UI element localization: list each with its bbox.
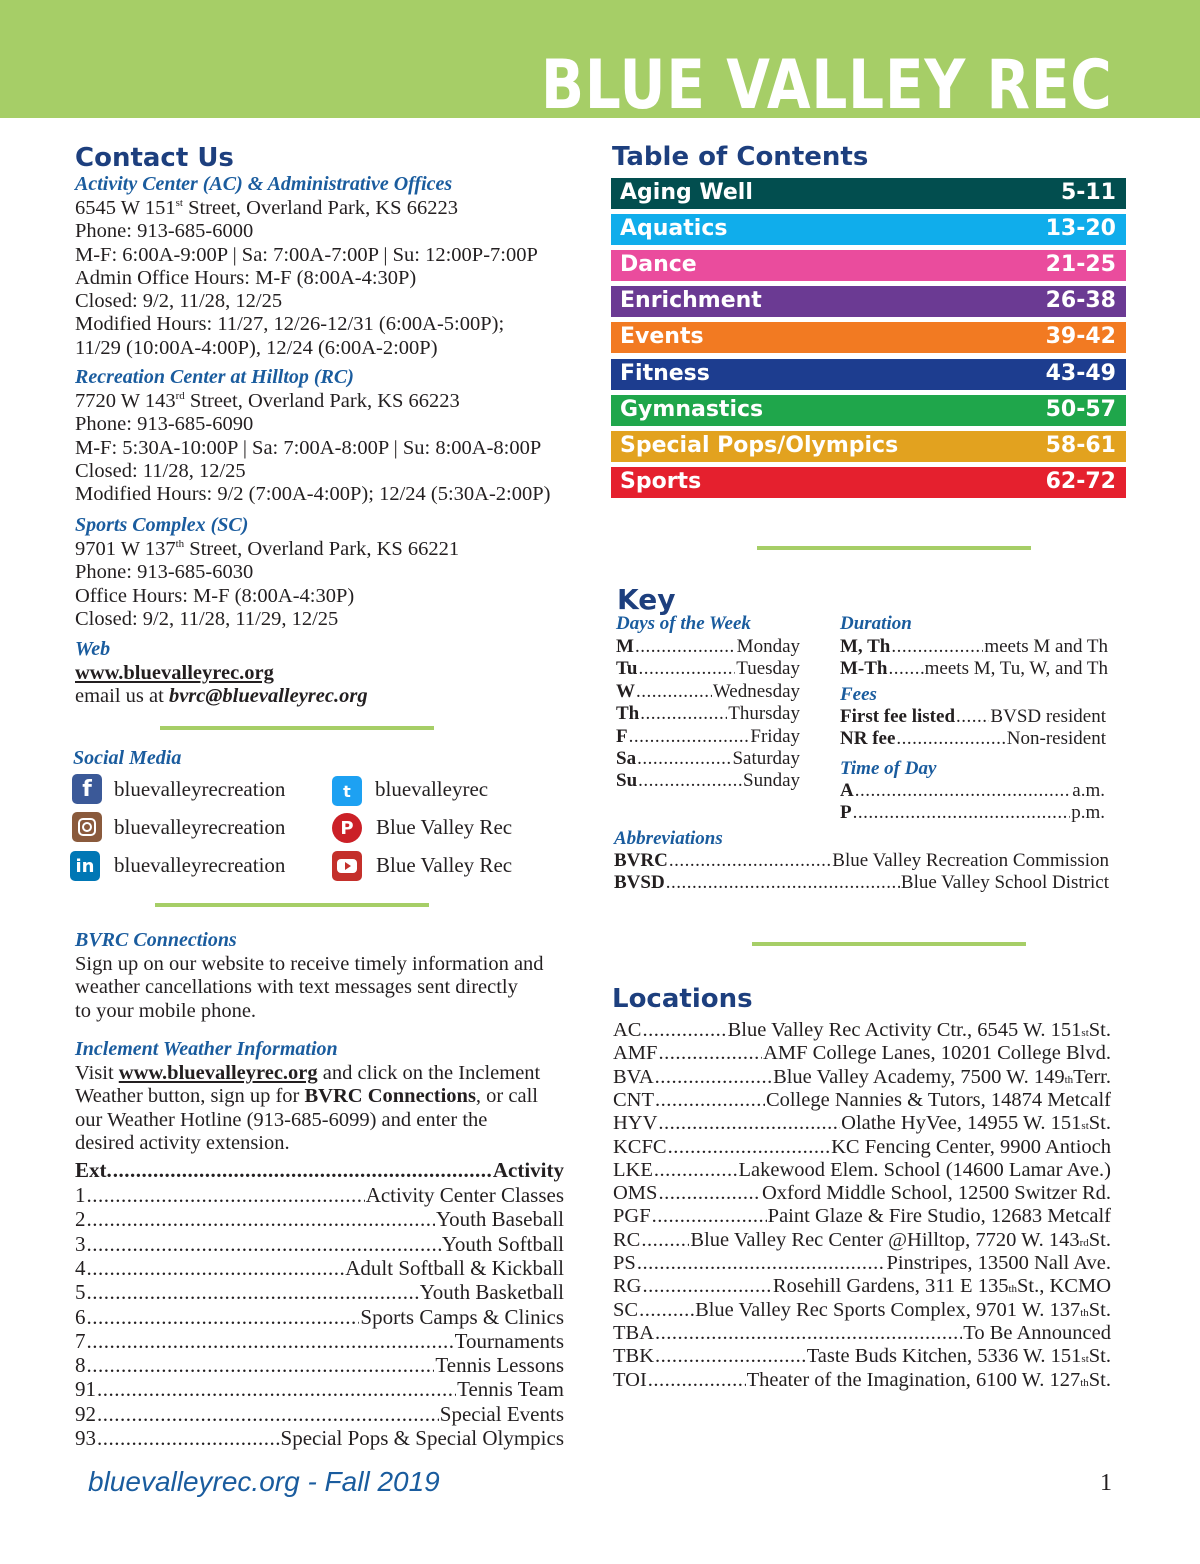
pinterest-label: Blue Valley Rec	[376, 815, 513, 839]
abbreviation-row: BVRC ..... Blue Valley Recreation Commission	[614, 850, 1109, 872]
extension-row: 2 ..... Youth Baseball	[75, 1207, 564, 1231]
weather-line-4: desired activity extension.	[75, 1131, 290, 1154]
location-row: TBA ..... To Be Announced	[613, 1322, 1111, 1345]
rc-block	[75, 390, 550, 506]
rc-address: 7720 W 143rd Street, Overland Park, KS 66223	[75, 390, 460, 412]
sc-office-hours: Office Hours: M-F (8:00A-4:30P)	[75, 584, 355, 607]
location-row: TBK ..... Taste Buds Kitchen, 5336 W. 151 st St.	[613, 1345, 1111, 1368]
instagram-label: bluevalleyrecreation	[114, 815, 286, 839]
toc-item-label: Special Pops/Olympics	[620, 432, 899, 458]
rc-phone: Phone: 913-685-6090	[75, 413, 254, 436]
divider	[160, 726, 434, 730]
connections-heading: BVRC Connections	[75, 929, 237, 951]
toc-item-pages: 26-38	[1045, 288, 1116, 314]
toc-item[interactable]	[611, 359, 1126, 390]
day-row: Tu ..... Tuesday	[616, 658, 800, 680]
rc-modified: Modified Hours: 9/2 (7:00A-4:00P); 12/24 (5:30A-2:00P)	[75, 483, 551, 506]
sc-heading: Sports Complex (SC)	[75, 514, 249, 536]
divider	[155, 903, 429, 907]
extension-row: 93 ..... Special Pops & Special Olympics	[75, 1426, 564, 1450]
footer-url: bluevalleyrec.org - Fall 2019	[88, 1466, 440, 1497]
day-row: F ..... Friday	[616, 726, 800, 748]
extension-row: 4 ..... Adult Softball & Kickball	[75, 1256, 564, 1280]
toc-item[interactable]	[611, 214, 1126, 245]
extension-row: 8 ..... Tennis Lessons	[75, 1353, 564, 1377]
weather-heading: Inclement Weather Information	[75, 1038, 338, 1060]
sc-phone: Phone: 913-685-6030	[75, 561, 254, 584]
toc-item-label: Fitness	[620, 360, 710, 386]
toc-item-pages: 50-57	[1045, 396, 1116, 422]
toc-item-pages: 13-20	[1045, 216, 1116, 242]
brand-title: BLUE VALLEY REC	[540, 46, 1112, 125]
day-row: Th ..... Thursday	[616, 703, 800, 725]
day-row: Su ..... Sunday	[616, 770, 800, 792]
connections-text	[75, 953, 544, 1023]
extension-header: Ext. ..... Activity	[75, 1158, 564, 1182]
twitter-label: bluevalleyrec	[375, 777, 489, 801]
youtube-icon[interactable]	[332, 851, 362, 881]
facebook-label: bluevalleyrecreation	[114, 777, 286, 801]
connections-line: to your mobile phone.	[75, 999, 257, 1022]
pinterest-icon[interactable]: P	[332, 813, 362, 843]
weather-line-2: Weather button, sign up for BVRC Connections, or call	[75, 1085, 538, 1108]
duration-row: M, Th ..... meets M and Th	[840, 636, 1108, 658]
extension-row: 92 ..... Special Events	[75, 1402, 564, 1426]
toc-item[interactable]	[611, 178, 1126, 209]
divider	[752, 942, 1026, 946]
instagram-icon[interactable]	[72, 812, 102, 842]
extension-row: 6 ..... Sports Camps & Clinics	[75, 1305, 564, 1329]
toc-item[interactable]	[611, 431, 1126, 462]
location-row: BVA ..... Blue Valley Academy, 7500 W. 149 th Terr.	[613, 1066, 1111, 1089]
ac-admin-hours: Admin Office Hours: M-F (8:00A-4:30P)	[75, 266, 417, 289]
time-row: A ..... a.m.	[840, 780, 1105, 802]
fee-row: NR fee ..... Non-resident	[840, 728, 1106, 750]
location-row: RC ..... Blue Valley Rec Center @Hilltop, 7720 W. 143 rd St.	[613, 1229, 1111, 1252]
toc-item-label: Dance	[620, 252, 697, 278]
ac-modified-1: Modified Hours: 11/27, 12/26-12/31 (6:00A-5:00P);	[75, 313, 505, 336]
fee-row: First fee listed ..... BVSD resident	[840, 706, 1106, 728]
extension-row: 5 ..... Youth Basketball	[75, 1280, 564, 1304]
connections-line: weather cancellations with text messages sent directly	[75, 976, 518, 999]
weather-text	[75, 1062, 540, 1155]
toc-item-label: Enrichment	[620, 288, 762, 314]
social-heading: Social Media	[73, 747, 182, 769]
email-line: email us at bvrc@bluevalleyrec.org	[75, 685, 368, 707]
ac-heading: Activity Center (AC) & Administrative Offices	[75, 173, 453, 195]
toc-item-label: Aging Well	[620, 180, 753, 205]
location-row: AC ..... Blue Valley Rec Activity Ctr., 6545 W. 151 st St.	[613, 1019, 1111, 1042]
toc-item-pages: 5-11	[1060, 180, 1116, 205]
location-row: HYV ..... Olathe HyVee, 14955 W. 151 st St.	[613, 1112, 1111, 1135]
toc-item-pages: 58-61	[1045, 432, 1116, 458]
day-row: W ..... Wednesday	[616, 681, 800, 703]
ac-phone: Phone: 913-685-6000	[75, 220, 254, 243]
toc-item-pages: 62-72	[1045, 468, 1116, 494]
ac-block	[75, 197, 538, 360]
weather-web-link[interactable]: www.bluevalleyrec.org	[118, 1062, 318, 1084]
email-link[interactable]: bvrc@bluevalleyrec.org	[168, 685, 368, 707]
location-row: OMS ..... Oxford Middle School, 12500 Switzer Rd.	[613, 1182, 1111, 1205]
linkedin-icon[interactable]: in	[70, 851, 100, 881]
location-row: PS ..... Pinstripes, 13500 Nall Ave.	[613, 1252, 1111, 1275]
extension-row: 1 ..... Activity Center Classes	[75, 1183, 564, 1207]
connections-line: Sign up on our website to receive timely information and	[75, 953, 544, 975]
toc-item[interactable]	[611, 286, 1126, 317]
youtube-label: Blue Valley Rec	[376, 853, 513, 877]
locations-title: Locations	[612, 984, 753, 1014]
abbreviation-row: BVSD ..... Blue Valley School District	[614, 872, 1109, 894]
toc-item-pages: 39-42	[1045, 324, 1116, 350]
duration-heading: Duration	[840, 613, 912, 634]
rc-hours: M-F: 5:30A-10:00P | Sa: 7:00A-8:00P | Su: 8:00A-8:00P	[75, 436, 542, 459]
weather-line-3: our Weather Hotline (913-685-6099) and enter the	[75, 1108, 488, 1131]
rc-closed: Closed: 11/28, 12/25	[75, 459, 246, 482]
location-row: KCFC ..... KC Fencing Center, 9900 Antioch	[613, 1136, 1111, 1159]
weather-line-1: Visit www.bluevalleyrec.org and click on the Inclement	[75, 1062, 541, 1084]
days-heading: Days of the Week	[616, 613, 751, 634]
linkedin-label: bluevalleyrecreation	[114, 853, 286, 877]
facebook-icon[interactable]: f	[72, 774, 102, 804]
location-row: LKE ..... Lakewood Elem. School (14600 Lamar Ave.)	[613, 1159, 1111, 1182]
location-row: CNT ..... College Nannies & Tutors, 14874 Metcalf	[613, 1089, 1111, 1112]
page-number: 1	[1100, 1470, 1112, 1496]
day-row: Sa ..... Saturday	[616, 748, 800, 770]
toc-item-label: Gymnastics	[620, 396, 764, 422]
location-row: PGF ..... Paint Glaze & Fire Studio, 12683 Metcalf	[613, 1205, 1111, 1228]
ac-closed: Closed: 9/2, 11/28, 12/25	[75, 290, 283, 313]
key-title: Key	[617, 583, 676, 616]
location-row: SC ..... Blue Valley Rec Sports Complex, 9701 W. 137 th St.	[613, 1299, 1111, 1322]
toc-item-label: Aquatics	[620, 216, 728, 242]
toc-item-pages: 21-25	[1045, 252, 1116, 278]
sc-closed: Closed: 9/2, 11/28, 11/29, 12/25	[75, 607, 339, 630]
time-row: P ..... p.m.	[840, 802, 1105, 824]
toc-item[interactable]	[611, 395, 1126, 426]
toc-item-label: Events	[620, 324, 704, 350]
ac-modified-2: 11/29 (10:00A-4:00P), 12/24 (6:00A-2:00P)	[75, 336, 438, 359]
toc-item-pages: 43-49	[1045, 360, 1116, 386]
location-row: RG ..... Rosehill Gardens, 311 E 135 th St., KCMO	[613, 1275, 1111, 1298]
divider	[757, 546, 1031, 550]
toc-item-label: Sports	[620, 468, 702, 494]
toc-item[interactable]	[611, 250, 1126, 281]
ac-hours: M-F: 6:00A-9:00P | Sa: 7:00A-7:00P | Su: 12:00P-7:00P	[75, 243, 538, 266]
extension-row: 3 ..... Youth Softball	[75, 1232, 564, 1256]
day-row: M ..... Monday	[616, 636, 800, 658]
toc-item[interactable]	[611, 322, 1126, 353]
sc-block	[75, 538, 459, 631]
location-row: AMF ..... AMF College Lanes, 10201 College Blvd.	[613, 1042, 1111, 1065]
rc-heading: Recreation Center at Hilltop (RC)	[75, 366, 354, 388]
duration-row: M-Th ..... meets M, Tu, W, and Th	[840, 658, 1108, 680]
toc-item[interactable]	[611, 467, 1126, 498]
web-link[interactable]: www.bluevalleyrec.org	[75, 662, 274, 684]
location-row: TOI ..... Theater of the Imagination, 6100 W. 127 th St.	[613, 1369, 1111, 1392]
abbr-heading: Abbreviations	[614, 828, 723, 849]
ac-address: 6545 W 151st Street, Overland Park, KS 66223	[75, 197, 458, 219]
sc-address: 9701 W 137th Street, Overland Park, KS 66221	[75, 538, 460, 560]
time-heading: Time of Day	[840, 758, 937, 779]
extension-row: 7 ..... Tournaments	[75, 1329, 564, 1353]
contact-title: Contact Us	[75, 143, 234, 173]
twitter-icon[interactable]: t	[332, 776, 362, 806]
toc-title: Table of Contents	[612, 142, 869, 172]
fees-heading: Fees	[840, 684, 877, 705]
extension-row: 91 ..... Tennis Team	[75, 1377, 564, 1401]
web-heading: Web	[75, 638, 111, 660]
